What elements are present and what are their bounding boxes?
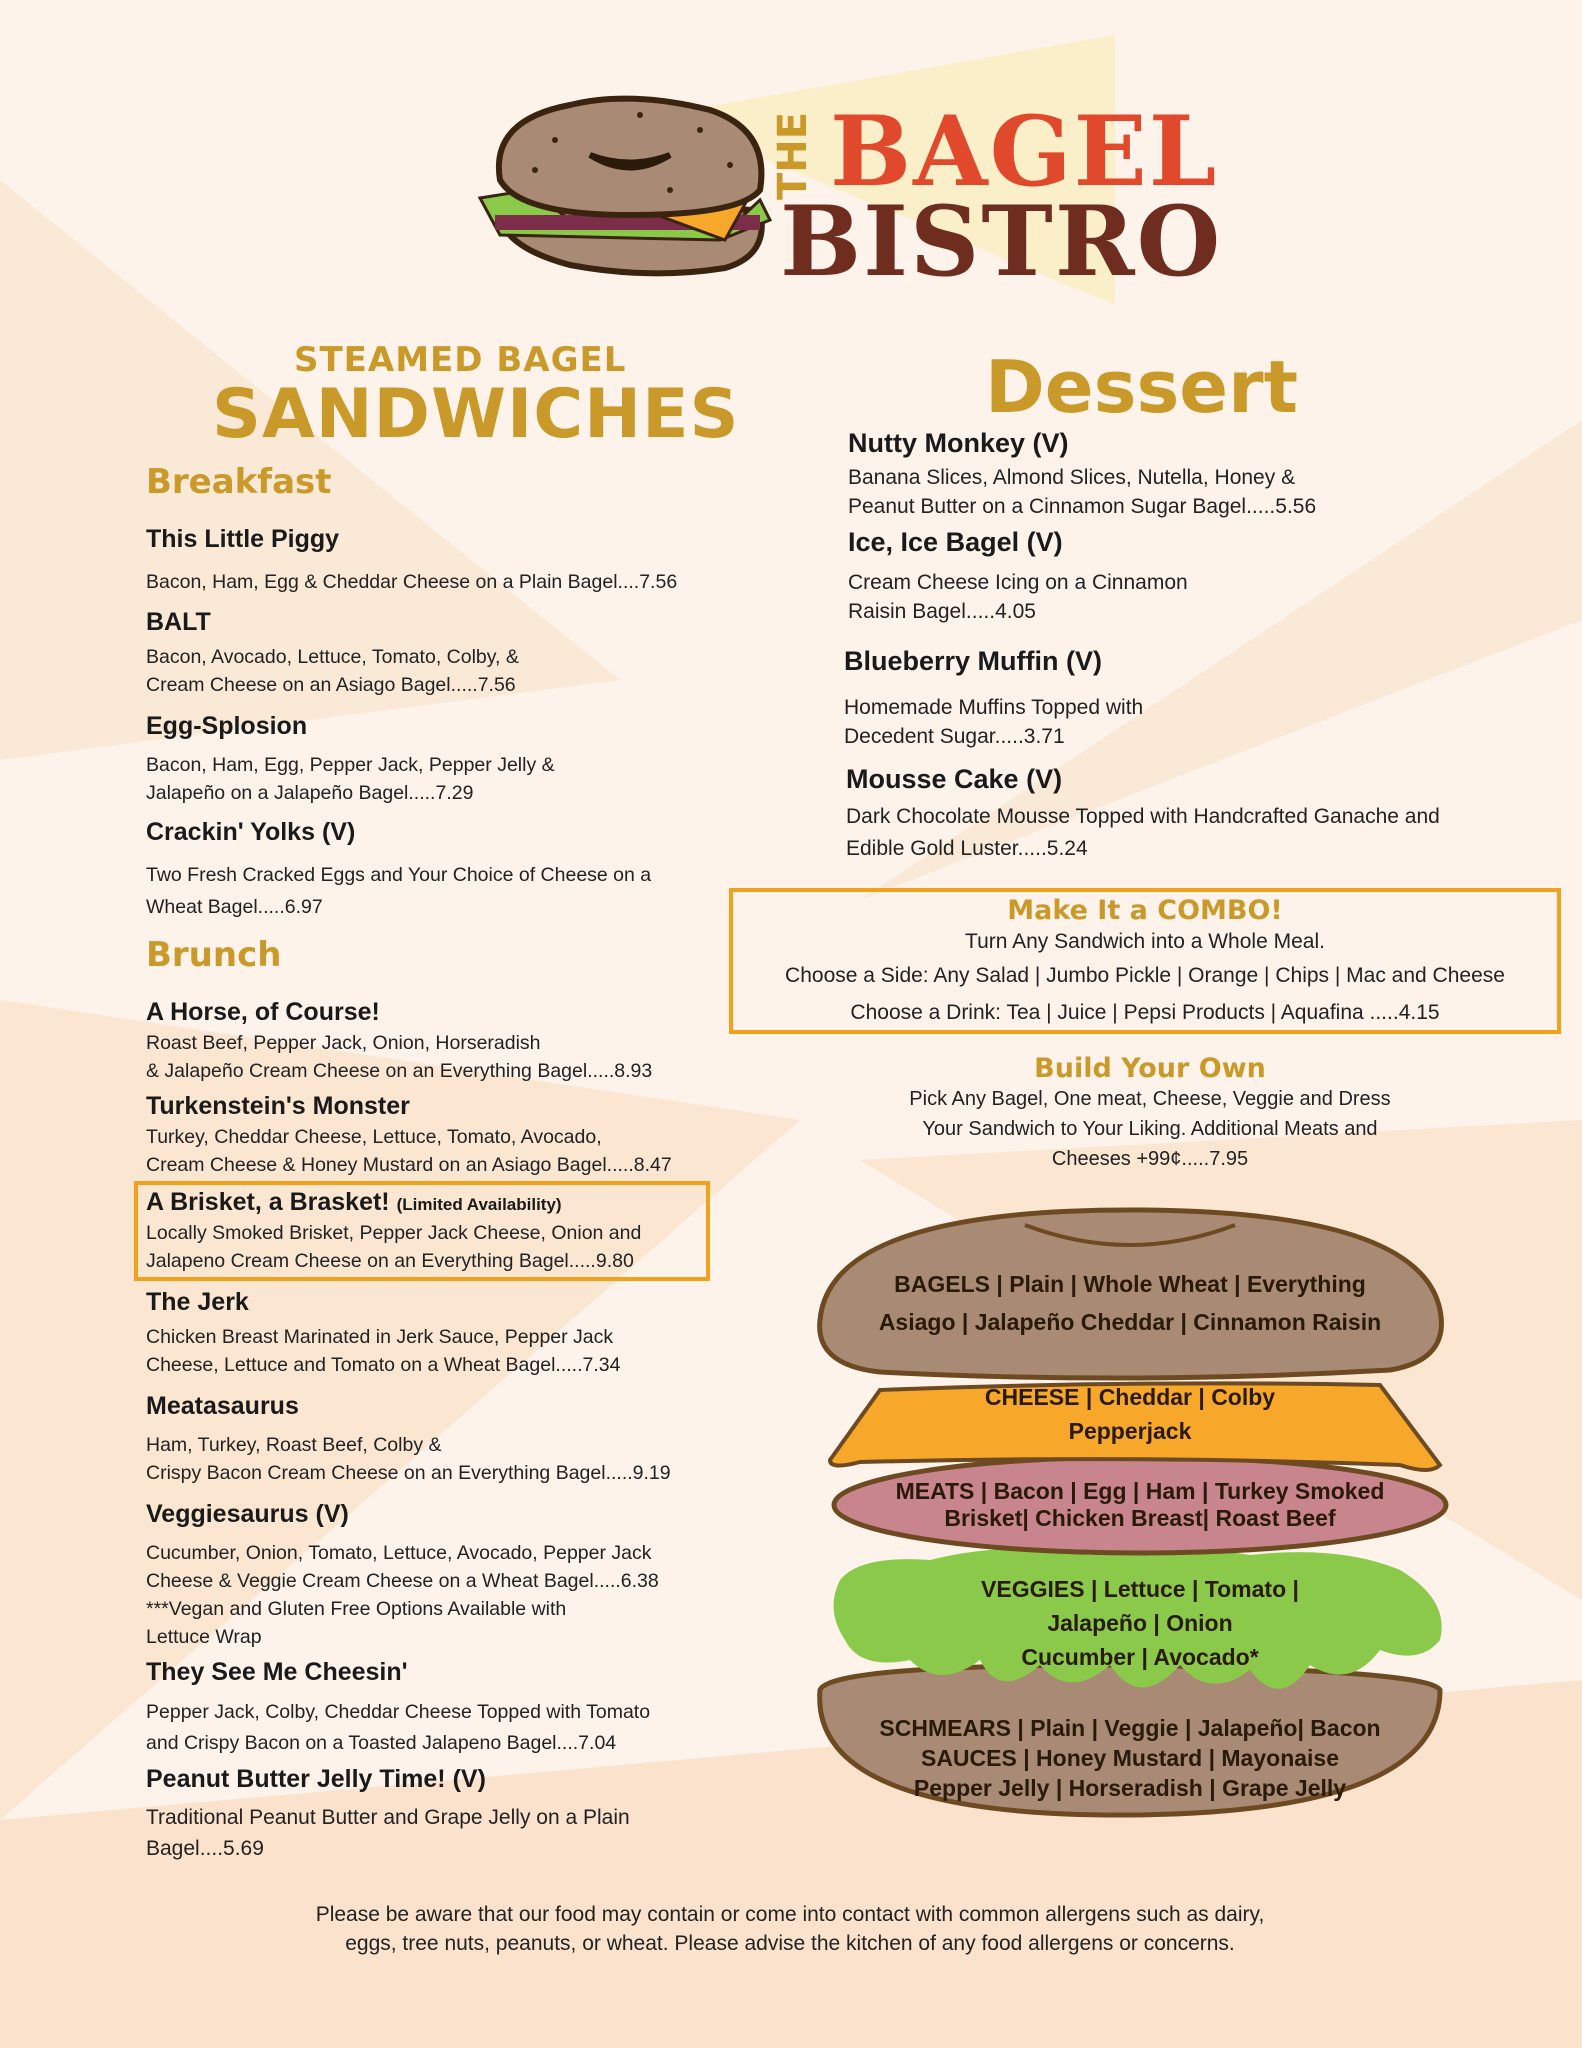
item-name: Mousse Cake (V)	[846, 764, 1063, 794]
item-desc: Banana Slices, Almond Slices, Nutella, Honey & Peanut Butter on a Cinnamon Sugar Bagel.....5.56	[848, 466, 1317, 518]
item-name: Veggiesaurus (V)	[146, 1500, 349, 1528]
item-desc: Turkey, Cheddar Cheese, Lettuce, Tomato, Avocado, Cream Cheese & Honey Mustard on an Asiago Bagel.....8.47	[146, 1126, 672, 1176]
item-desc: Homemade Muffins Topped with Decedent Sugar.....3.71	[844, 696, 1144, 748]
item-desc: Traditional Peanut Butter and Grape Jelly on a Plain Bagel....5.69	[146, 1806, 630, 1860]
item-name: Peanut Butter Jelly Time! (V)	[146, 1765, 486, 1793]
item-desc: Cucumber, Onion, Tomato, Lettuce, Avocado, Pepper Jack Cheese & Veggie Cream Cheese on a Wheat Bagel.....6.38 ***Vegan and Gluten Free Options Available with Lettuce Wrap	[146, 1542, 659, 1648]
logo-the-text: THE	[770, 111, 816, 200]
item-desc: Dark Chocolate Mousse Topped with Handcrafted Ganache and Edible Gold Luster.....5.24	[846, 805, 1440, 860]
build-title: Build Your Own	[1034, 1053, 1266, 1084]
item-name: The Jerk	[146, 1288, 249, 1316]
item-name: Ice, Ice Bagel (V)	[848, 527, 1063, 557]
logo-bagel-text: BAGEL	[830, 95, 1219, 208]
item-desc: Bacon, Avocado, Lettuce, Tomato, Colby, & Cream Cheese on an Asiago Bagel.....7.56	[146, 646, 519, 696]
item-desc: Bacon, Ham, Egg, Pepper Jack, Pepper Jelly & Jalapeño on a Jalapeño Bagel.....7.29	[146, 754, 555, 804]
item-desc: Bacon, Ham, Egg & Cheddar Cheese on a Plain Bagel....7.56	[146, 571, 678, 593]
build-cheese-layer: CHEESE | Cheddar | Colby Pepperjack	[984, 1384, 1276, 1444]
item-name: A Horse, of Course!	[146, 998, 380, 1026]
item-name: They See Me Cheesin'	[146, 1658, 408, 1686]
combo-line-drinks: Choose a Drink: Tea | Juice | Pepsi Products | Aquafina .....4.15	[850, 1001, 1440, 1024]
combo-title: Make It a COMBO!	[1007, 895, 1283, 926]
item-name: Blueberry Muffin (V)	[844, 646, 1103, 676]
item-name: Meatasaurus	[146, 1392, 299, 1420]
combo-line-sides: Choose a Side: Any Salad | Jumbo Pickle | Orange | Chips | Mac and Cheese	[785, 964, 1505, 987]
item-desc: Cream Cheese Icing on a Cinnamon Raisin Bagel.....4.05	[848, 571, 1188, 623]
item-name: Egg-Splosion	[146, 712, 308, 740]
item-desc: Roast Beef, Pepper Jack, Onion, Horseradish & Jalapeño Cream Cheese on an Everything Bagel.....8.93	[146, 1032, 653, 1082]
build-bagels-layer: BAGELS | Plain | Whole Wheat | Everything Asiago | Jalapeño Cheddar | Cinnamon Raisin	[878, 1271, 1382, 1335]
allergen-notice: Please be aware that our food may contain or come into contact with common allergens such as dairy, eggs, tree nuts, peanuts, or wheat. Please advise the kitchen of any food allergens or concerns.	[315, 1903, 1265, 1955]
breakfast-heading: Breakfast	[146, 462, 332, 502]
item-desc: Two Fresh Cracked Eggs and Your Choice of Cheese on a Wheat Bagel.....6.97	[146, 864, 652, 918]
item-desc: Pepper Jack, Colby, Cheddar Cheese Topped with Tomato and Crispy Bacon on a Toasted Jalapeno Bagel....7.04	[146, 1701, 651, 1754]
item-name: Crackin' Yolks (V)	[146, 818, 356, 846]
item-name: BALT	[146, 608, 211, 636]
combo-line-1: Turn Any Sandwich into a Whole Meal.	[965, 930, 1325, 953]
build-veggies-layer: VEGGIES | Lettuce | Tomato | Jalapeño | Onion Cucumber | Avocado*	[981, 1576, 1299, 1670]
item-name: Turkenstein's Monster	[146, 1092, 410, 1120]
build-schmears-layer: SCHMEARS | Plain | Veggie | Jalapeño| Bacon SAUCES | Honey Mustard | Mayonaise Pepper Jelly | Horseradish | Grape Jelly	[879, 1715, 1381, 1801]
build-desc: Pick Any Bagel, One meat, Cheese, Veggie and Dress Your Sandwich to Your Liking. Additional Meats and Cheeses +99¢.....7.95	[909, 1088, 1391, 1170]
item-name-text: A Brisket, a Brasket!	[146, 1188, 390, 1216]
item-desc: Locally Smoked Brisket, Pepper Jack Cheese, Onion and Jalapeno Cream Cheese on an Everything Bagel.....9.80	[146, 1222, 642, 1272]
item-desc: Ham, Turkey, Roast Beef, Colby & Crispy Bacon Cream Cheese on an Everything Bagel.....9.19	[146, 1434, 671, 1484]
build-meats-layer: MEATS | Bacon | Egg | Ham | Turkey Smoked Brisket| Chicken Breast| Roast Beef	[895, 1478, 1385, 1531]
item-desc: Chicken Breast Marinated in Jerk Sauce, Pepper Jack Cheese, Lettuce and Tomato on a Wheat Bagel.....7.34	[146, 1326, 621, 1376]
dessert-heading: Dessert	[985, 345, 1299, 429]
logo-bistro-text: BISTRO	[780, 185, 1223, 298]
sandwiches-heading: SANDWICHES	[212, 375, 740, 454]
item-name: Nutty Monkey (V)	[848, 428, 1069, 458]
limited-availability-label: (Limited Availability)	[396, 1195, 562, 1214]
item-name: This Little Piggy	[146, 525, 340, 553]
steamed-bagel-heading: STEAMED BAGEL	[294, 340, 627, 380]
brunch-heading: Brunch	[146, 935, 282, 975]
